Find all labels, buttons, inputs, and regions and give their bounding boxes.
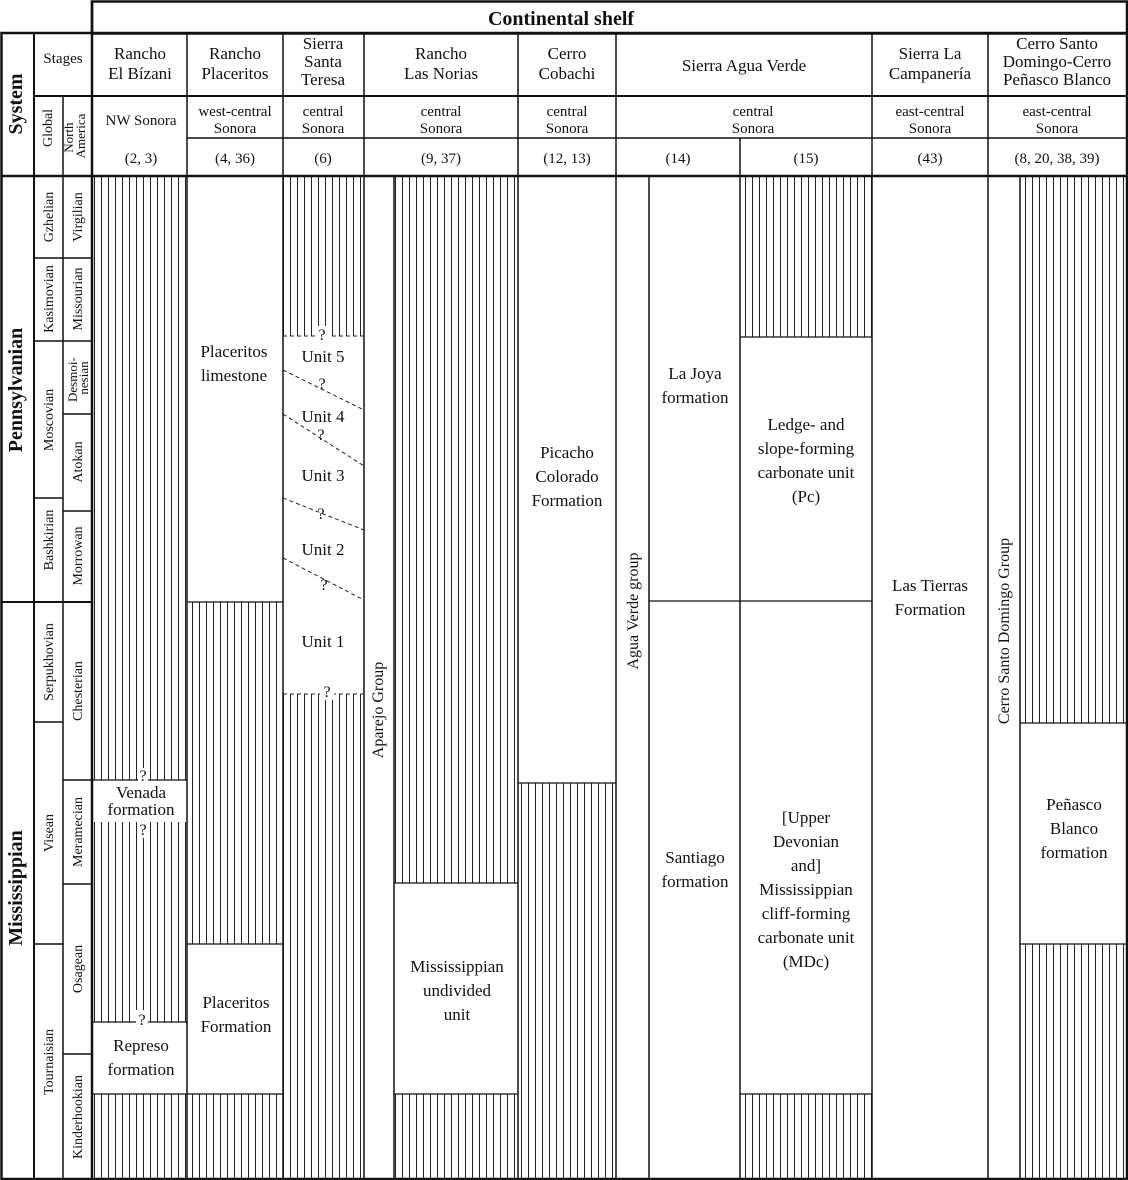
col-name-placeritos: Rancho Placeritos xyxy=(201,44,269,83)
hatch-domingo-top xyxy=(1020,176,1128,723)
stage-desmoinesian: Desmoi- nesian xyxy=(65,357,91,403)
col-region-placeritos: west-central Sonora xyxy=(198,104,272,137)
stage-tournaisian: Tournaisian xyxy=(42,1029,57,1095)
hatch-domingo-base xyxy=(1020,944,1128,1180)
stage-kinderhookian: Kinderhookian xyxy=(71,1075,86,1159)
col-refs-bizani: (2, 3) xyxy=(124,151,158,167)
unit-placeritos-limestone: Placeritos limestone xyxy=(200,342,268,385)
col-refs-campaneria: (43) xyxy=(917,151,943,167)
north-america-header: North America xyxy=(61,113,88,159)
stage-kasimovian: Kasimovian xyxy=(42,265,57,333)
col-name-teresa: Sierra Santa Teresa xyxy=(300,34,346,89)
col-region-cobachi: central Sonora xyxy=(545,104,589,137)
unit-aparejo: Aparejo Group xyxy=(370,661,387,759)
query-mark: ? xyxy=(317,427,325,444)
unit-miss-undivided: Mississippian undivided unit xyxy=(410,957,504,1024)
hatch-aguaverde15-top xyxy=(740,176,872,337)
col-refs-aguaverde-14: (14) xyxy=(665,151,691,167)
unit-4: Unit 4 xyxy=(301,407,345,426)
col-region-bizani: NW Sonora xyxy=(105,113,177,129)
unit-la-joya: La Joya formation xyxy=(661,364,729,407)
stage-atokan: Atokan xyxy=(71,441,86,483)
stage-serpukhovian: Serpukhovian xyxy=(42,623,57,701)
col-refs-domingo: (8, 20, 38, 39) xyxy=(1014,151,1100,167)
stage-visean: Visean xyxy=(42,813,57,853)
col-refs-teresa: (6) xyxy=(314,151,332,167)
unit-santo-domingo-group: Cerro Santo Domingo Group xyxy=(996,537,1013,725)
hatch-bizani-top xyxy=(93,176,187,780)
unit-mdc: [Upper Devonian and] Mississippian cliff-forming carbonate unit (MDc) xyxy=(757,808,855,971)
unit-las-tierras: Las Tierras Formation xyxy=(891,576,969,619)
hatch-teresa-top xyxy=(283,176,364,336)
hatch-bizani-mid xyxy=(93,822,187,1022)
unit-2: Unit 2 xyxy=(301,540,345,559)
unit-venada: Venada formation xyxy=(107,783,175,819)
unit-represo: Represo formation xyxy=(107,1036,175,1079)
stage-bashkirian: Bashkirian xyxy=(42,509,57,571)
query-mark: ? xyxy=(317,506,325,523)
unit-agua-verde-group: Agua Verde group xyxy=(625,552,642,670)
col-region-norias: central Sonora xyxy=(419,104,463,137)
query-mark: ? xyxy=(138,1012,146,1029)
query-mark: ? xyxy=(139,768,147,785)
unit-pc: Ledge- and slope-forming carbonate unit (Pc) xyxy=(757,415,855,506)
stages-header: Stages xyxy=(43,51,83,67)
stage-missourian: Missourian xyxy=(71,267,86,331)
system-header: System xyxy=(5,73,27,135)
col-name-aguaverde: Sierra Agua Verde xyxy=(681,56,807,75)
unit-3: Unit 3 xyxy=(301,466,345,485)
hatch-teresa-base xyxy=(283,694,364,1180)
col-region-aguaverde: central Sonora xyxy=(731,104,775,137)
stage-moscovian: Moscovian xyxy=(42,388,57,452)
stage-gzhelian: Gzhelian xyxy=(42,191,57,243)
hatch-norias-base xyxy=(394,1094,518,1180)
query-mark: ? xyxy=(320,577,328,594)
stage-virgilian: Virgilian xyxy=(71,192,86,242)
col-region-domingo: east-central Sonora xyxy=(1022,104,1092,137)
query-mark: ? xyxy=(318,327,326,344)
system-pennsylvanian: Pennsylvanian xyxy=(5,327,27,453)
unit-penasco-blanco: Peñasco Blanco formation xyxy=(1040,795,1108,862)
system-mississippian: Mississippian xyxy=(5,830,27,946)
unit-1: Unit 1 xyxy=(301,632,345,651)
hatch-norias-top xyxy=(394,176,518,883)
col-refs-cobachi: (12, 13) xyxy=(543,151,591,167)
query-mark: ? xyxy=(139,822,147,839)
unit-placeritos-formation: Placeritos Formation xyxy=(200,993,272,1036)
hatch-aguaverde15-base xyxy=(740,1094,872,1180)
col-name-campaneria: Sierra La Campanería xyxy=(888,44,972,83)
col-refs-norias: (9, 37) xyxy=(421,151,461,167)
col-name-domingo: Cerro Santo Domingo-Cerro Peñasco Blanco xyxy=(1002,34,1112,89)
hatch-placeritos-base xyxy=(187,1094,283,1180)
col-refs-aguaverde-15: (15) xyxy=(793,151,819,167)
hatch-placeritos-mid xyxy=(187,602,283,944)
unit-5: Unit 5 xyxy=(301,347,345,366)
col-name-cobachi: Cerro Cobachi xyxy=(538,44,596,83)
query-mark: ? xyxy=(323,684,331,701)
col-region-teresa: central Sonora xyxy=(301,104,345,137)
col-name-bizani: Rancho El Bízani xyxy=(108,44,172,83)
stage-morrowan: Morrowan xyxy=(71,526,86,586)
col-name-norias: Rancho Las Norias xyxy=(403,44,479,83)
chart-title: Continental shelf xyxy=(487,8,635,30)
col-refs-placeritos: (4, 36) xyxy=(215,151,255,167)
hatch-cobachi-base xyxy=(518,783,616,1180)
stage-meramecian: Meramecian xyxy=(71,797,86,867)
unit-santiago: Santiago formation xyxy=(661,848,729,891)
stage-osagean: Osagean xyxy=(71,944,86,994)
query-mark: ? xyxy=(318,376,326,393)
hatch-bizani-base xyxy=(93,1094,187,1180)
col-region-campaneria: east-central Sonora xyxy=(895,104,965,137)
stage-chesterian: Chesterian xyxy=(71,661,86,721)
global-header: Global xyxy=(41,108,56,148)
unit-picacho: Picacho Colorado Formation xyxy=(531,443,603,510)
